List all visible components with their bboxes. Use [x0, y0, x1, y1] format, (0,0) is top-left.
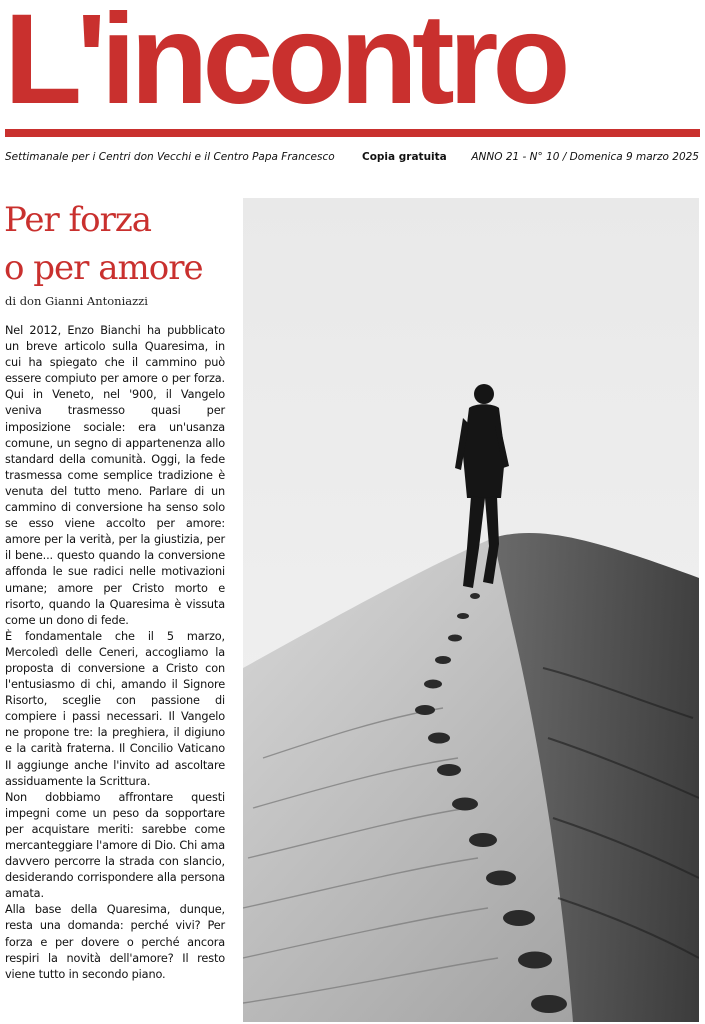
paragraph: Alla base della Quaresima, dunque, resta una domanda: perché vivi? Per forza e per dovere o perché ancora respiri la novità dell'amore? Il resto viene tutto in secondo piano.	[5, 903, 225, 981]
article-body	[5, 323, 225, 983]
masthead-logo: L'incontro	[4, 0, 565, 126]
desert-photo	[243, 198, 699, 1022]
paragraph: Nel 2012, Enzo Bianchi ha pubblicato un breve articolo sulla Quaresima, in cui ha spiegato che il cammino può essere compiuto per amore o per forza. Qui in Veneto, nel '900, il Vangelo veniva trasmesso quasi per imposizione sociale: era un'usanza comune, un segno di appartenenza allo standard della comunità. Oggi, la fede trasmessa come semplice tradizione è venuta del tutto meno. Parlare di un cammino di conversione ha senso solo se esso viene accolto per amore: amore per la verità, per la giustizia, per il bene... questo quando la conversione affonda le sue radici nelle motivazioni umane; amore per Cristo morto e risorto, quando la Quaresima è vissuta come un dono di fede.	[5, 324, 225, 627]
paragraph: Non dobbiamo affrontare questi impegni come un peso da sopportare per acquistare meriti: sarebbe come mercanteggiare l'amore di Dio. Chi ama davvero percorre la strada con slancio, desiderando corrispondere alla persona amata.	[5, 790, 225, 901]
free-copy-label: Copia gratuita	[362, 151, 447, 163]
issue-info: ANNO 21 - N° 10 / Domenica 9 marzo 2025	[471, 151, 699, 163]
photo-illustration	[243, 198, 699, 1022]
byline: di don Gianni Antoniazzi	[5, 294, 148, 308]
title-line-2: o per amore	[4, 248, 203, 288]
masthead-rule	[5, 129, 700, 137]
article-title	[4, 196, 240, 292]
paragraph: È fondamentale che il 5 marzo, Mercoledì delle Ceneri, accogliamo la proposta di conversione a Cristo con l'entusiasmo di chi, amando il Signore Risorto, sceglie con passione di compiere i passi necessari. Il Vangelo ne propone tre: la preghiera, il digiuno e la carità fraterna. Il Concilio Vaticano II aggiunge anche l'invito ad ascoltare assiduamente la Scrittura.	[5, 629, 225, 788]
title-line-1: Per forza	[4, 200, 152, 240]
tagline: Settimanale per i Centri don Vecchi e il Centro Papa Francesco	[5, 151, 335, 163]
